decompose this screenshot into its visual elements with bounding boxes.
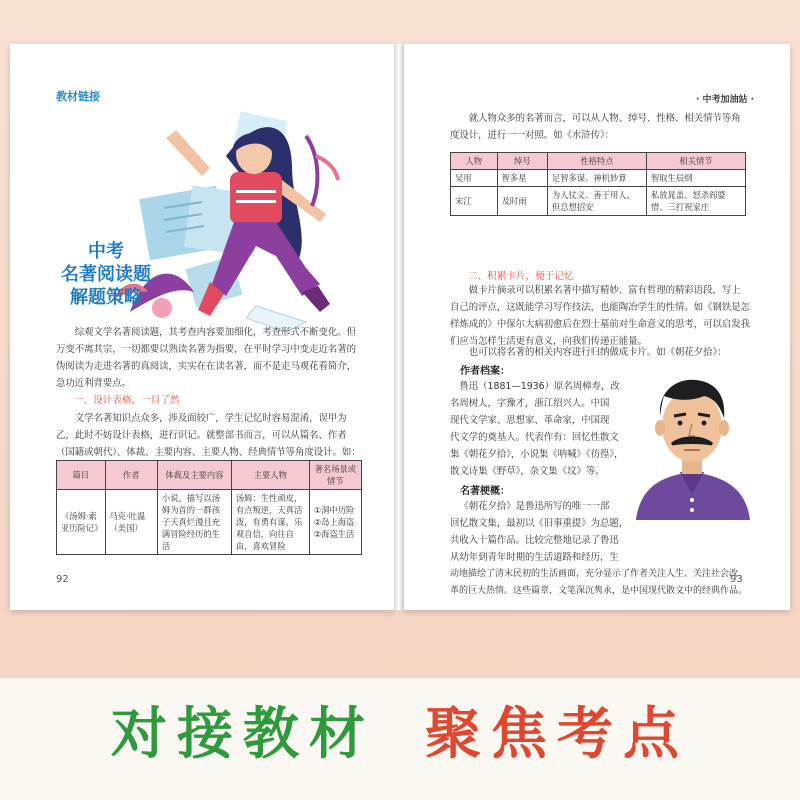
water-margin-table bbox=[450, 152, 746, 216]
author-line: 名周树人，字豫才，浙江绍兴人。中国 bbox=[450, 398, 610, 409]
section-tag: 教材链接 bbox=[56, 90, 100, 103]
table-cell: 私放晁盖、怒杀阎婆惜、三打祝家庄 bbox=[646, 187, 745, 216]
tagline-right: 聚焦考点 bbox=[425, 702, 689, 767]
page-number-left: 92 bbox=[56, 574, 69, 585]
book-spine bbox=[394, 44, 404, 610]
table-header: 人物 bbox=[451, 153, 498, 170]
title-line-2: 名著阅读题 bbox=[61, 264, 151, 285]
tagline bbox=[0, 690, 800, 770]
table-cell: 宋江 bbox=[451, 187, 498, 216]
cards-paragraph: 做卡片摘录可以积累名著中描写精妙、富有哲理的精彩语段，写上自己的评点，这既能学习写作技法，也能陶冶学生的性情。如《钢铁是怎样炼成的》中保尔大病初愈后在烈士墓前对生命意义的思考，可以启发我们应当怎样生活更有意义，向我们传递正能量。 bbox=[450, 285, 751, 347]
author-line: 集《朝花夕拾》，小说集《呐喊》《彷徨》， bbox=[450, 449, 624, 460]
table-header: 绰号 bbox=[497, 153, 547, 170]
table-header: 著名场景或情节 bbox=[309, 461, 361, 490]
author-line: 散文诗集《野草》，杂文集《坟》等。 bbox=[450, 466, 605, 477]
table-cell: 马克·吐温（美国） bbox=[105, 490, 157, 555]
author-line: 代文学的奠基人。代表作有：回忆性散文 bbox=[450, 432, 619, 443]
table-cell: 汤姆：生性顽皮，有点叛逆，天真活泼，有勇有谋，乐观自信，向往自由，喜欢冒险 bbox=[231, 490, 309, 555]
table-header: 体裁及主要内容 bbox=[157, 461, 231, 490]
table-cell: ①洞中历险②岛上海盗②海盗生活 bbox=[309, 490, 361, 555]
characters-paragraph: 就人物众多的名著而言，可以从人物、绰号、性格、相关情节等角度设计，进行一一对照。如《水浒传》： bbox=[450, 113, 741, 141]
table-header: 性格特点 bbox=[547, 153, 646, 170]
title-line-1: 中考 bbox=[88, 241, 124, 262]
summary-line: 动地描绘了清末民初的生活画面，充分显示了作者关注人生、关注社会改 bbox=[450, 569, 739, 579]
table-row bbox=[451, 187, 746, 216]
heading-accumulate-cards: 二、积累卡片，便于记忆 bbox=[468, 271, 574, 282]
novel-info-table bbox=[56, 460, 362, 555]
summary-line: 《朝花夕拾》是鲁迅所写的唯一一部 bbox=[459, 501, 610, 512]
cards-example-paragraph: 也可以将名著的相关内容进行归纳做成卡片。如《朝花夕拾》： bbox=[468, 347, 727, 358]
table-cell: 小说。描写以汤姆为首的一群孩子天真烂漫且充满冒险经历的生活 bbox=[157, 490, 231, 555]
table-cell: 足智多谋、神机妙算 bbox=[547, 170, 646, 187]
table-cell: 《汤姆·索亚历险记》 bbox=[57, 490, 106, 555]
running-header: · 中考加油站 · bbox=[696, 95, 755, 105]
article-title bbox=[46, 240, 166, 309]
title-line-3: 解题策略 bbox=[70, 287, 142, 308]
table-cell: 吴用 bbox=[451, 170, 498, 187]
author-profile bbox=[450, 378, 650, 480]
table-header: 作者 bbox=[105, 461, 157, 490]
table-cell: 及时雨 bbox=[497, 187, 547, 216]
summary-line: 从幼年到青年时期的生活道路和经历，生 bbox=[450, 552, 619, 563]
intro-paragraph: 综观文学名著阅读题，其考查内容要加细化，考查形式不断变化。但万变不离其宗，一切都要以熟读名著为指要，在平时学习中变走近名著的伪阅读为走进名著的真阅读，实实在在读名著，而不是走马观花看简介，急功近利背要点。 bbox=[56, 327, 357, 389]
table-cell: 智多星 bbox=[497, 170, 547, 187]
summary-line: 革的巨大热情。这些篇章，文笔深沉隽永，是中国现代散文中的经典作品。 bbox=[450, 586, 748, 596]
table-cell: 为人仗义、善于用人，但总想招安 bbox=[547, 187, 646, 216]
page-number-right: 93 bbox=[730, 574, 743, 585]
summary-label: 名著梗概： bbox=[460, 486, 510, 497]
table-cell: 智取生辰纲 bbox=[646, 170, 745, 187]
table-header: 主要人物 bbox=[231, 461, 309, 490]
right-page bbox=[404, 44, 790, 610]
summary-line: 共收入十篇作品。比较完整地记录了鲁迅 bbox=[450, 535, 619, 546]
table-row bbox=[451, 170, 746, 187]
table-header-row bbox=[451, 153, 746, 170]
design-table-paragraph: 文学名著知识点众多，涉及面较广，学生记忆时容易混淆，误甲为乙，此时不妨设计表格，进行识记。就整部书而言，可以从篇名、作者（国籍或朝代）、体裁、主要内容、主要人物、经典情节等角度设计。如： bbox=[56, 413, 361, 458]
author-line: 现代文学家、思想家、革命家，中国现 bbox=[450, 415, 610, 426]
table-header: 相关情节 bbox=[646, 153, 745, 170]
table-header-row bbox=[57, 461, 362, 490]
book-summary bbox=[450, 498, 760, 600]
table-header: 篇目 bbox=[57, 461, 106, 490]
author-profile-label: 作者档案： bbox=[460, 366, 510, 377]
heading-design-table: 一、设计表格，一目了然 bbox=[74, 395, 180, 406]
summary-line: 回忆散文集，最初以《旧事重提》为总题， bbox=[450, 518, 629, 529]
author-line: 鲁迅（1881—1936）原名周樟寿，改 bbox=[459, 381, 620, 392]
table-row bbox=[57, 490, 362, 555]
left-page bbox=[10, 44, 394, 610]
tagline-left: 对接教材 bbox=[111, 702, 375, 767]
